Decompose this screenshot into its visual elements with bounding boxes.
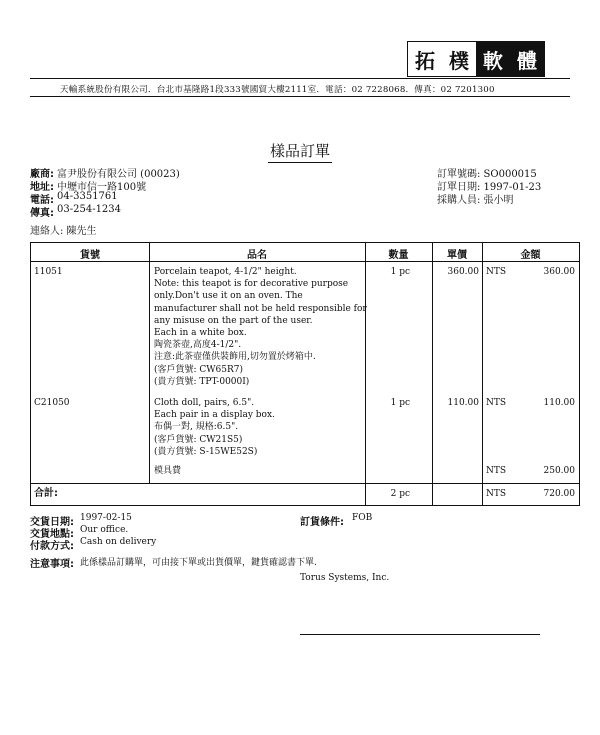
desc-line: Note: this teapot is for decorative purpose [154,279,349,290]
desc-line: Cloth doll, pairs, 6.5". [154,398,255,408]
header-item-no: 貨號 [80,250,100,261]
mold-fee-currency: NTS [486,466,507,476]
fax-label: 傳真: [30,208,54,219]
header-amount: 金額 [520,250,541,261]
row2-quantity: 1 pc [390,398,410,408]
notes-label: 注意事項: [30,559,74,570]
phone-value: 04-3351761 [57,191,118,202]
row1-amount: 360.00 [543,267,575,277]
phone-label: 電話: [30,195,54,206]
desc-line: only.Don't use it on an oven. The [154,291,303,302]
table-total-divider [31,483,579,484]
row2-unit-price: 110.00 [447,398,479,408]
desc-line: Each in a white box. [154,328,247,339]
desc-line: (貴方貨號: S-15WE52S) [154,446,258,457]
row1-description [154,266,367,388]
col-divider [149,243,150,483]
row2-description [154,397,275,458]
desc-line: Porcelain teapot, 4-1/2" height. [154,267,297,277]
mold-fee-label: 模具費 [154,466,182,476]
order-number: 訂單號碼: SO000015 [437,169,537,180]
order-terms-label: 訂貨條件: [300,517,344,528]
total-amount: 720.00 [543,489,575,499]
logo-char-4: 體 [510,42,544,76]
address-value: 中壢市信一路100號 [57,182,147,193]
document-title: 樣品訂單 [268,140,332,163]
desc-line: Each pair in a display box. [154,410,275,421]
desc-line: 布偶一對, 規格:6.5". [154,422,239,433]
fax-value: 03-254-1234 [57,204,122,215]
desc-line: (貴方貨號: TPT-0000I) [154,376,250,387]
row1-unit-price: 360.00 [447,267,479,277]
desc-line: manufacturer shall not be held responsible for [154,303,367,314]
logo-char-1: 拓 [408,42,442,76]
logo-char-2: 樸 [442,42,476,76]
mold-fee-amount: 250.00 [543,466,575,476]
row1-currency: NTS [486,267,507,277]
row2-amount: 110.00 [543,398,575,408]
header-description: 品名 [247,250,267,261]
logo-char-3: 軟 [476,42,510,76]
payment-label: 付款方式: [30,541,74,552]
row2-item-no: C21050 [34,398,70,408]
header-divider-top [30,78,570,79]
order-terms-value: FOB [352,513,373,523]
row1-item-no: 11051 [34,267,63,277]
address-label: 地址: [30,182,54,193]
company-info-line: 天輸系統股份有限公司．台北市基隆路1段333號國貿大樓2111室．電話：02 7228068．傳真：02 7201300 [60,85,495,95]
order-items-table [30,242,580,506]
payment-value: Cash on delivery [80,537,157,547]
total-label: 合計: [34,488,58,499]
desc-line: any misuse on the part of the user. [154,315,313,326]
header-unit-price: 單價 [447,250,467,261]
notes-value: 此係樣品訂購單，可由接下單或出貨價單，鍵貨確認書下單. [80,558,317,568]
delivery-date-label: 交貨日期: [30,517,74,528]
vendor-label: 廠商: [30,169,54,180]
company-logo [407,41,545,77]
row1-quantity: 1 pc [390,267,410,277]
header-divider-bottom [30,96,570,97]
signature-line [300,634,540,635]
header-quantity: 數量 [388,250,409,261]
desc-line: (客戶貨號: CW65R7) [154,364,244,375]
desc-line: (客戶貨號: CW21S5) [154,434,243,445]
delivery-date-value: 1997-02-15 [80,513,132,523]
delivery-place-value: Our office. [80,525,129,535]
desc-line: 陶瓷茶壺,高度4-1/2". [154,340,242,351]
desc-line: 注意:此茶壺僅供裝飾用,切勿置於烤箱中. [154,352,316,363]
row2-currency: NTS [486,398,507,408]
document-title-block [0,140,600,163]
buyer: 採購人員: 張小明 [437,195,514,206]
delivery-place-label: 交貨地點: [30,529,74,540]
signature-company: Torus Systems, Inc. [300,573,390,583]
vendor-value: 富尹股份有限公司 (00023) [57,169,180,180]
col-divider [432,243,433,505]
total-currency: NTS [486,489,507,499]
contact-person: 連絡人: 陳先生 [30,226,97,237]
total-quantity: 2 pc [390,489,410,499]
order-date: 訂單日期: 1997-01-23 [437,182,542,193]
